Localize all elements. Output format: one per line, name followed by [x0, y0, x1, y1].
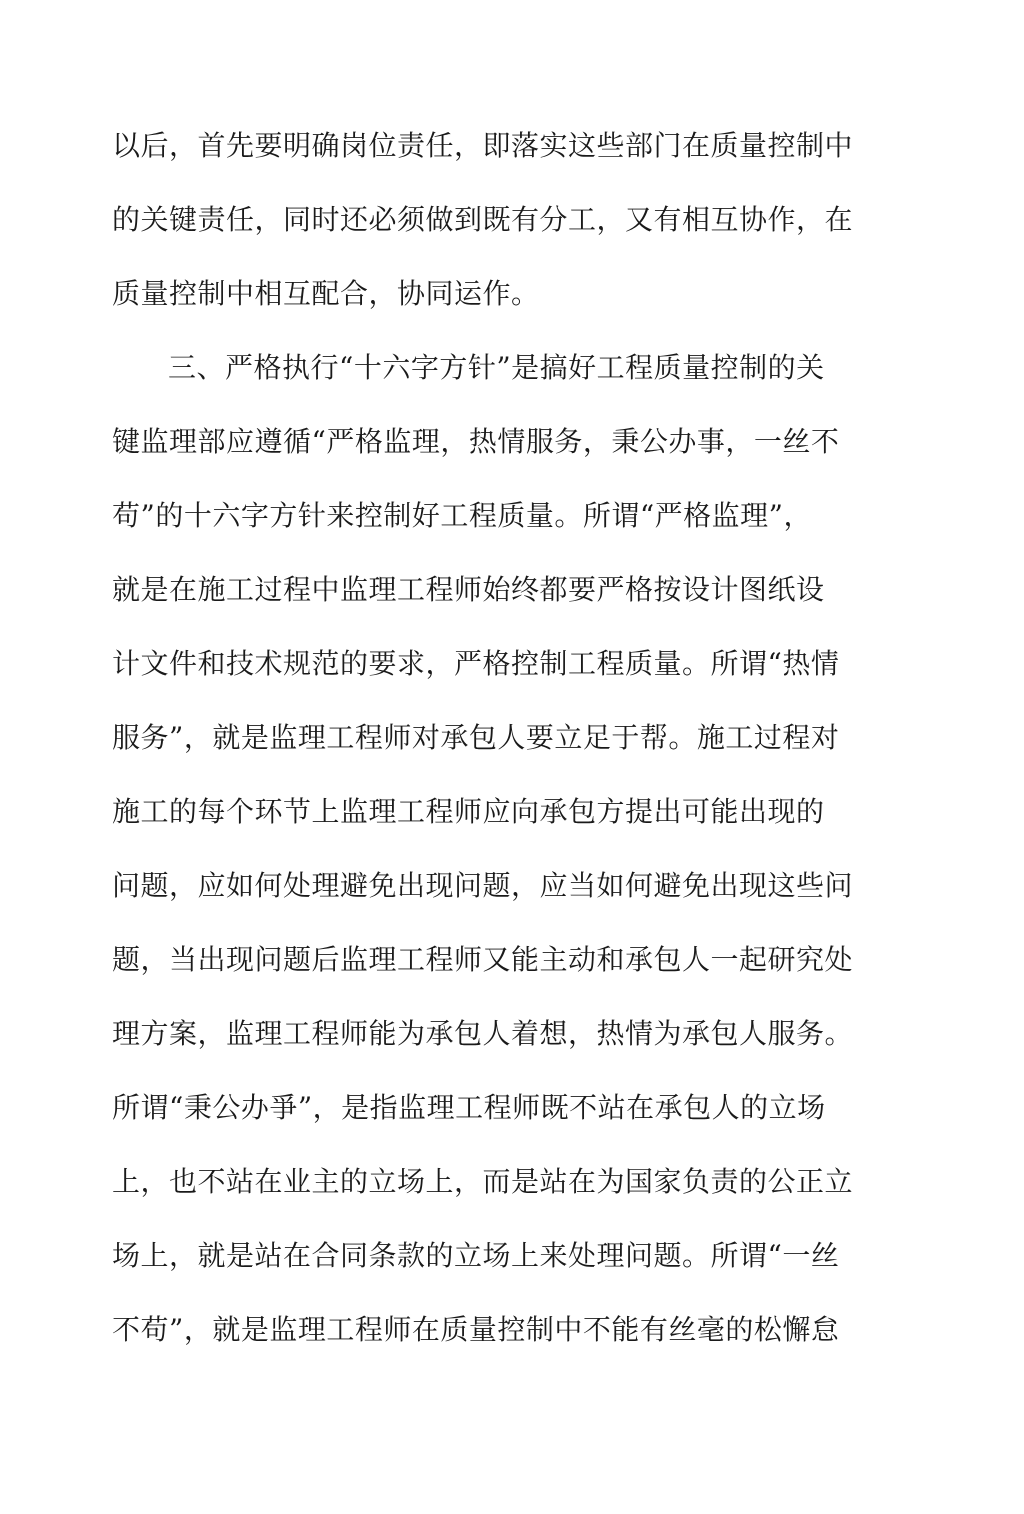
text-line-1: 以后，首先要明确岗位责任，即落实这些部门在质量控制中 — [112, 129, 854, 162]
text-line-8: 计文件和技术规范的要求，严格控制工程质量。所谓“热情 — [112, 647, 840, 680]
text-line-15: 上，也不站在业主的立场上，而是站在为国家负责的公正立 — [112, 1165, 854, 1198]
section-heading-line: 三、严格执行“十六字方针”是搞好工程质量控制的关 — [168, 351, 825, 384]
text-line-11: 问题，应如何处理避免出现问题，应当如何避免出现这些问 — [112, 869, 854, 902]
text-line-16: 场上，就是站在合同条款的立场上来处理问题。所谓“一丝 — [112, 1239, 840, 1272]
text-line-6: 苟”的十六字方针来控制好工程质量。所谓“严格监理”， — [112, 499, 812, 532]
text-line-2: 的关键责任，同时还必须做到既有分工，又有相互协作，在 — [112, 203, 854, 236]
text-line-9: 服务”，就是监理工程师对承包人要立足于帮。施工过程对 — [112, 721, 840, 754]
text-line-14: 所谓“秉公办爭”，是指监理工程师既不站在承包人的立场 — [112, 1091, 826, 1124]
text-line-3: 质量控制中相互配合，协同运作。 — [112, 277, 540, 310]
text-line-17: 不苟”，就是监理工程师在质量控制中不能有丝毫的松懈怠 — [112, 1313, 840, 1346]
text-line-10: 施工的每个环节上监理工程师应向承包方提出可能出现的 — [112, 795, 825, 828]
text-line-5: 键监理部应遵循“严格监理，热情服务，秉公办事，一丝不 — [112, 425, 840, 458]
text-line-12: 题，当出现问题后监理工程师又能主动和承包人一起研究处 — [112, 943, 854, 976]
text-line-7: 就是在施工过程中监理工程师始终都要严格按设计图纸设 — [112, 573, 825, 606]
text-line-13: 理方案，监理工程师能为承包人着想，热情为承包人服务。 — [112, 1017, 854, 1050]
